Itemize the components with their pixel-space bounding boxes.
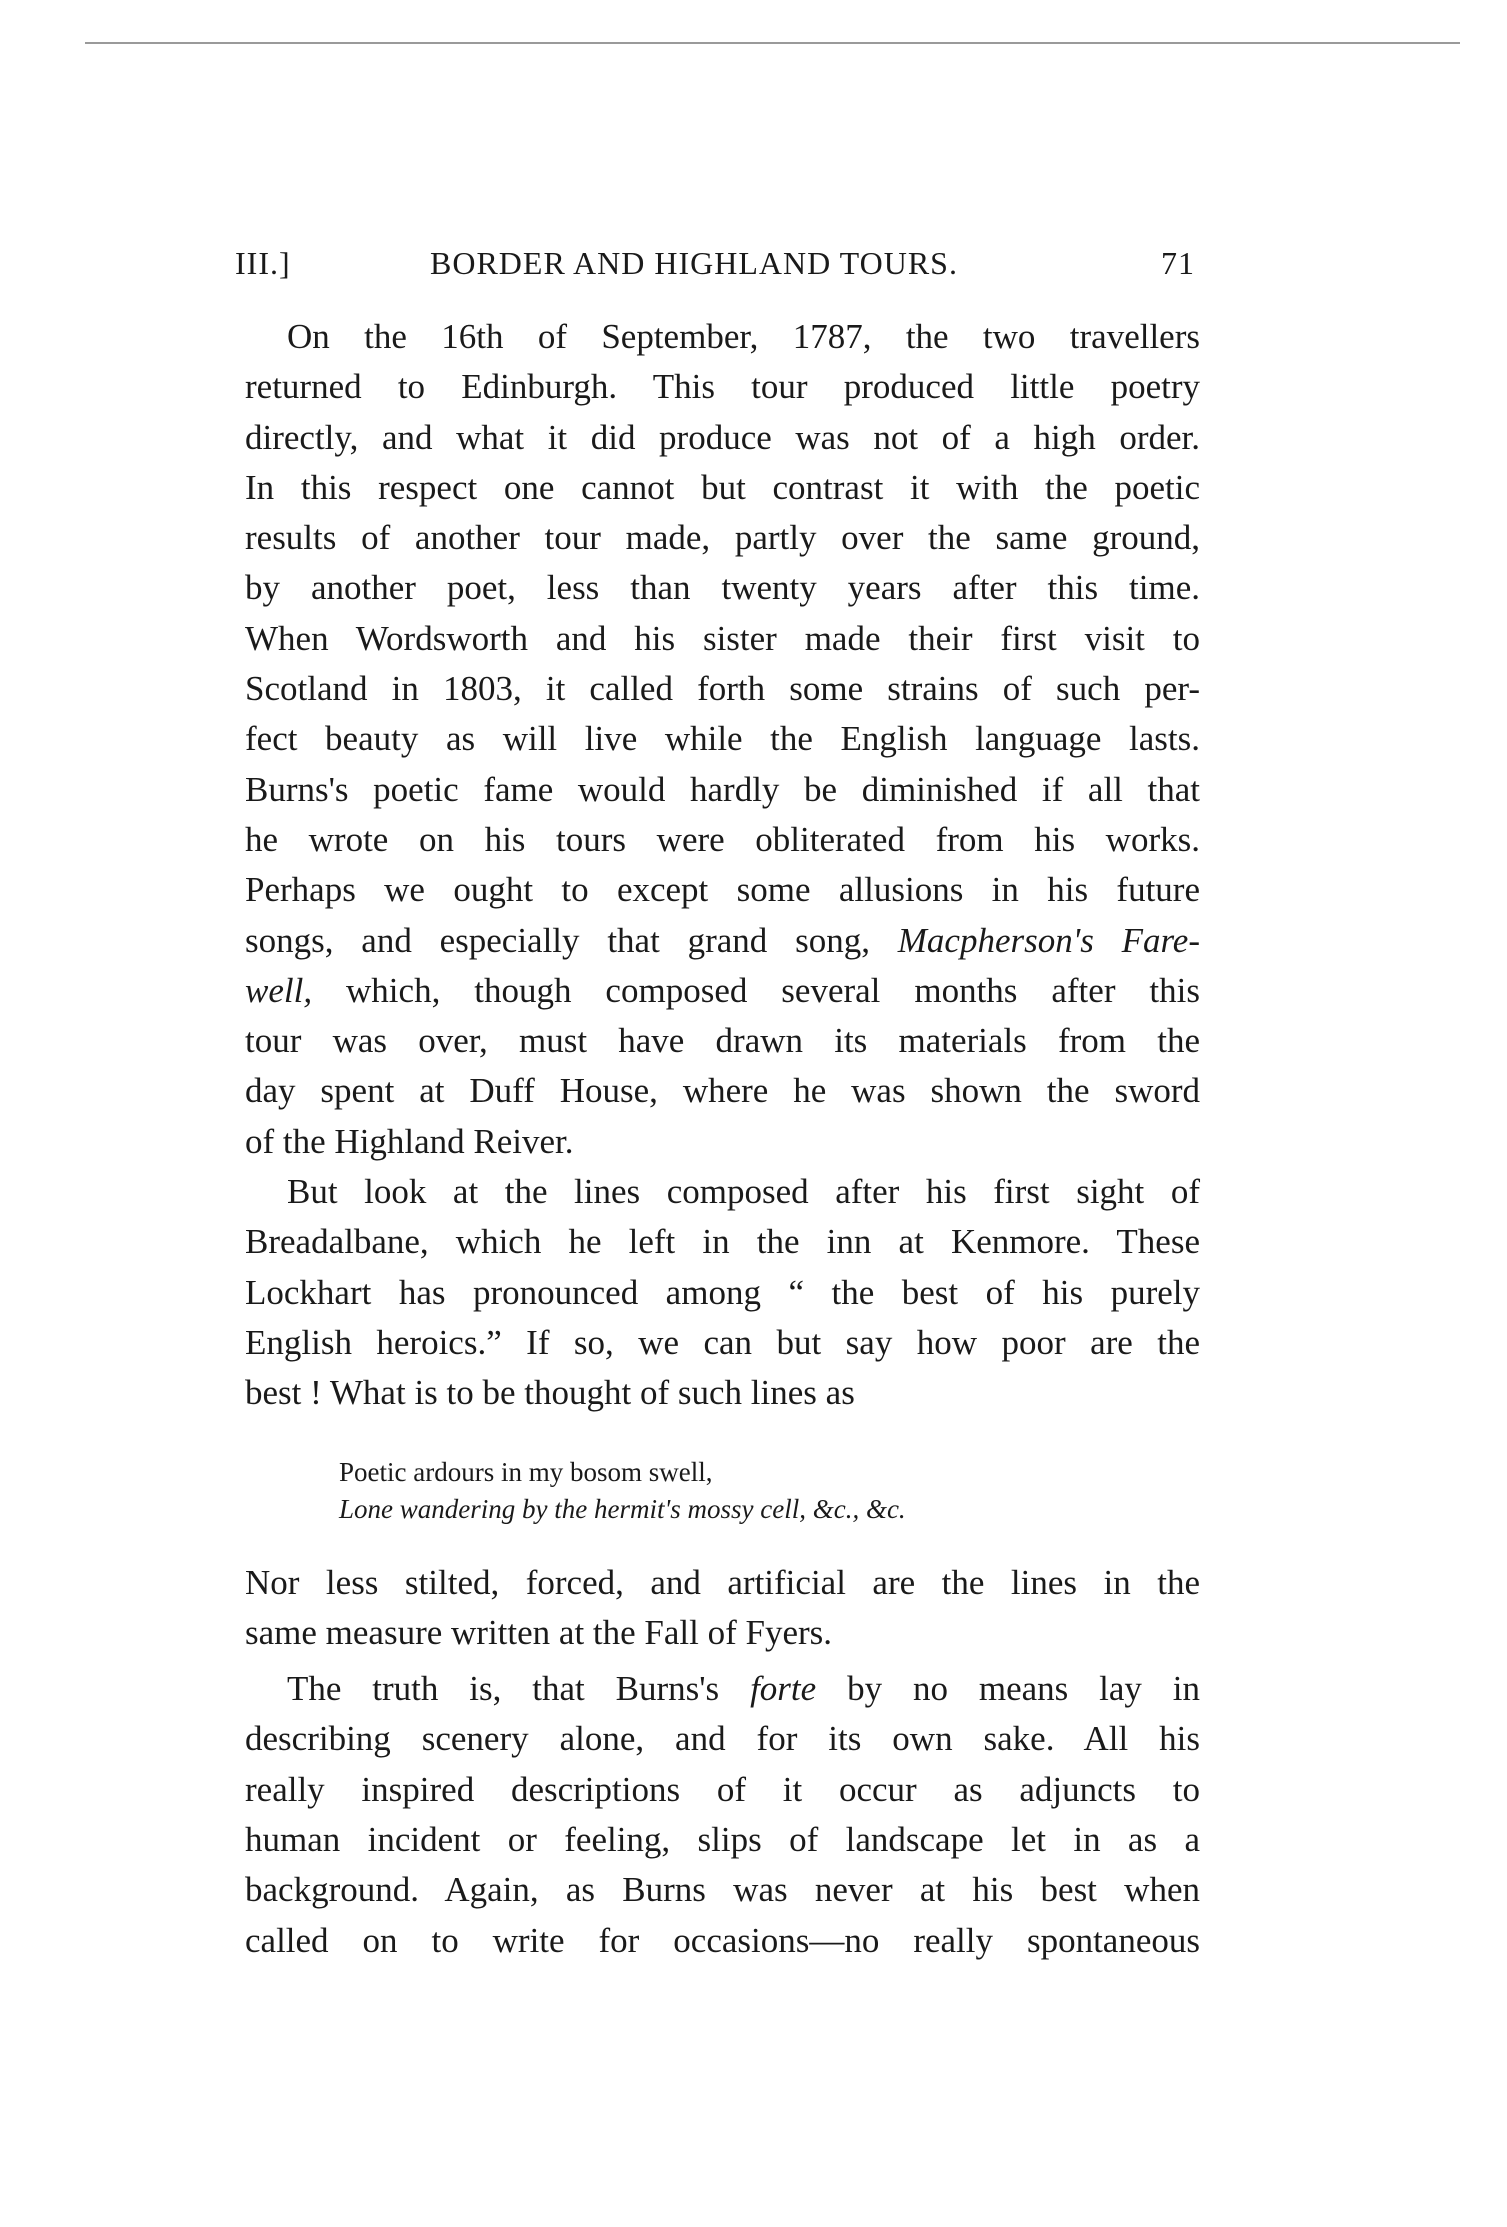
text-line: Breadalbane, which he left in the inn at Kenmore. These (245, 1222, 1200, 1262)
text-line: results of another tour made, partly over the same ground, (245, 518, 1200, 558)
text-segment: which, though composed several months after this (346, 970, 1200, 1010)
italic-word: forte (750, 1669, 817, 1709)
song-title-continued: well, (245, 970, 313, 1010)
chapter-number: III.] (235, 245, 291, 281)
text-line: When Wordsworth and his sister made their first visit to (245, 618, 1200, 658)
verse-quotation (339, 1454, 1200, 1528)
text-line: tour was over, must have drawn its materials from the (245, 1021, 1200, 1061)
text-line: returned to Edinburgh. This tour produced little poetry (245, 367, 1200, 407)
text-line: In this respect one cannot but contrast it with the poetic (245, 467, 1200, 507)
text-line: he wrote on his tours were obliterated from his works. (245, 819, 1200, 859)
top-rule (85, 42, 1460, 44)
paragraph-1 (245, 312, 1200, 1167)
text-line: English heroics.” If so, we can but say how poor are the (245, 1322, 1200, 1362)
running-title: BORDER AND HIGHLAND TOURS. (430, 245, 958, 281)
text-line: really inspired descriptions of it occur as adjuncts to (245, 1769, 1200, 1809)
text-line (245, 916, 1200, 966)
song-title: Macpherson's Fare- (897, 920, 1201, 960)
text-line: Lockhart has pronounced among “ the best of his purely (245, 1272, 1200, 1312)
text-segment: The truth is, that Burns's (287, 1669, 720, 1709)
text-line: by another poet, less than twenty years after this time. (245, 568, 1200, 608)
text-line: day spent at Duff House, where he was shown the sword (245, 1071, 1200, 1111)
text-line: Perhaps we ought to except some allusions in his future (245, 870, 1200, 910)
text-line: directly, and what it did produce was not of a high order. (245, 417, 1200, 457)
text-line: Burns's poetic fame would hardly be diminished if all that (245, 769, 1200, 809)
text-line: But look at the lines composed after his first sight of (287, 1172, 1200, 1212)
page-body (245, 312, 1200, 1966)
text-line: best ! What is to be thought of such lines as (245, 1373, 855, 1413)
text-line (245, 966, 1200, 1016)
paragraph-3 (245, 1558, 1200, 1659)
verse-line: Poetic ardours in my bosom swell, (339, 1456, 713, 1487)
text-line (245, 1664, 1200, 1714)
text-segment: by no means lay in (847, 1669, 1201, 1709)
text-line: Scotland in 1803, it called forth some strains of such per- (245, 669, 1200, 709)
running-header (235, 235, 1195, 285)
text-segment: songs, and especially that grand song, (245, 920, 870, 960)
text-line: background. Again, as Burns was never at his best when (245, 1870, 1200, 1910)
text-line: called on to write for occasions—no really spontaneous (245, 1920, 1200, 1960)
page-number: 71 (1161, 245, 1195, 281)
text-line: Nor less stilted, forced, and artificial are the lines in the (245, 1562, 1200, 1602)
text-line: human incident or feeling, slips of landscape let in as a (245, 1820, 1200, 1860)
text-line: same measure written at the Fall of Fyers. (245, 1612, 833, 1652)
text-line: of the Highland Reiver. (245, 1121, 574, 1161)
text-line: On the 16th of September, 1787, the two travellers (287, 317, 1200, 356)
text-line: fect beauty as will live while the English language lasts. (245, 719, 1200, 759)
paragraph-2 (245, 1167, 1200, 1418)
verse-line: Lone wandering by the hermit's mossy cell, &c., &c. (339, 1493, 906, 1524)
text-line: describing scenery alone, and for its own sake. All his (245, 1719, 1200, 1759)
paragraph-4 (245, 1664, 1200, 1966)
